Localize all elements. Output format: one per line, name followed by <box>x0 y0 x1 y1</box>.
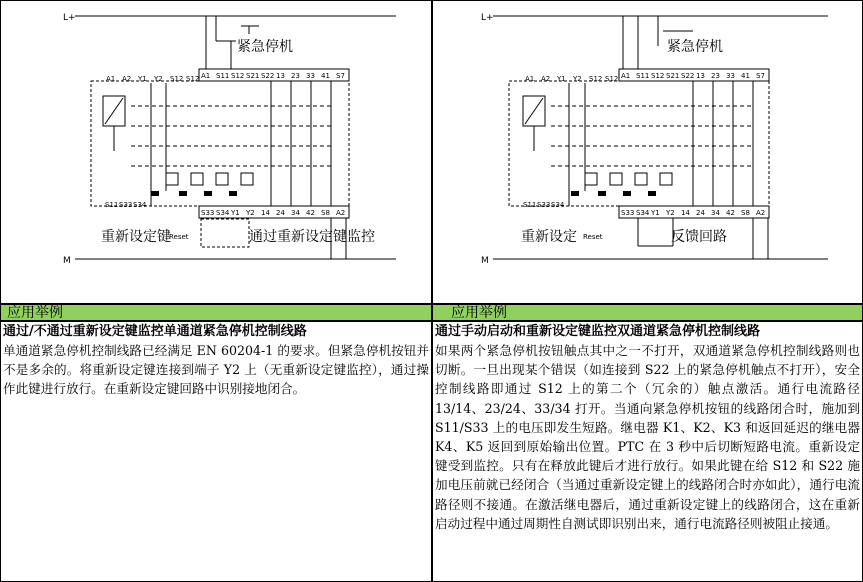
left-diagram-cell <box>0 0 432 304</box>
right-mid-terminals-label: S12 <box>605 75 619 83</box>
left-rail-top-label: L+ <box>63 13 76 23</box>
left-mid-terminals-label: A1 <box>106 75 116 83</box>
left-mid-terminals-label: Y1 <box>138 75 147 83</box>
left-bottom-terminals-label: 24 <box>276 209 285 217</box>
right-bottom-terminals-label: 24 <box>696 209 705 217</box>
right-mid-terminals-label: S12 <box>589 75 603 83</box>
right-low-terminals-label: S11 <box>523 201 537 209</box>
right-top-terminals-label: 13 <box>696 72 705 80</box>
right-bottom-terminals-label: Y1 <box>651 209 660 217</box>
right-bottom-terminals-label: S8 <box>741 209 750 217</box>
left-rail-bottom-label: M <box>63 256 71 266</box>
right-top-terminals-label: S21 <box>666 72 680 80</box>
left-top-terminals-label: 33 <box>306 72 315 80</box>
right-top-terminals-label: S12 <box>651 72 665 80</box>
right-top-terminals-label: S7 <box>756 72 765 80</box>
right-mid-terminals-label: A2 <box>541 75 551 83</box>
right-rail-bottom-label: M <box>481 256 489 266</box>
left-bottom-terminals-label: S34 <box>216 209 230 217</box>
left-monitor-label: 通过重新设定键监控 <box>249 229 375 245</box>
right-low-terminals-label: S33 <box>537 201 551 209</box>
left-example-paragraph: 单通道紧急停机控制线路已经满足 EN 60204-1 的要求。但紧急停机按钮并不是多余的。将重新设定键连接到端子 Y2 上（无重新设定键监控），通过操作此键进行放行。在重新设定键回路中识别接地闭合。 <box>3 343 429 397</box>
left-low-terminals-label: S11 <box>105 201 119 209</box>
right-bottom-terminals-label: S33 <box>621 209 635 217</box>
right-low-terminals-label: S34 <box>551 201 565 209</box>
left-section-header: 应用举例 <box>0 304 432 321</box>
left-reset-label: 重新设定键 <box>101 229 171 245</box>
left-top-terminals-label: A1 <box>201 72 211 80</box>
left-top-terminals-label: S21 <box>246 72 260 80</box>
left-bottom-terminals-label: 42 <box>306 209 315 217</box>
left-estop-label: 紧急停机 <box>237 39 293 55</box>
right-top-terminals-label: S11 <box>636 72 650 80</box>
left-top-terminals-label: S7 <box>336 72 345 80</box>
left-reset-small-label: Reset <box>169 233 189 241</box>
left-bottom-terminals-label: S8 <box>321 209 330 217</box>
left-top-terminals-label: S12 <box>231 72 245 80</box>
right-top-terminals-label: 23 <box>711 72 720 80</box>
left-top-terminal-strip <box>199 69 349 81</box>
right-body-cell <box>432 321 863 582</box>
right-diagram-cell <box>432 0 863 304</box>
right-top-terminals-label: A1 <box>621 72 631 80</box>
right-bottom-terminals-label: S34 <box>636 209 650 217</box>
right-bottom-terminals-label: 34 <box>711 209 720 217</box>
left-low-terminals-label: S33 <box>119 201 133 209</box>
left-body-cell <box>0 321 432 582</box>
left-top-terminals-label: 23 <box>291 72 300 80</box>
left-bottom-terminals-label: 34 <box>291 209 300 217</box>
right-example-title: 通过手动启动和重新设定键监控双通道紧急停机控制线路 <box>435 324 761 339</box>
left-bottom-terminals-label: 14 <box>261 209 270 217</box>
right-bottom-terminals-label: Y2 <box>666 209 675 217</box>
right-estop-label: 紧急停机 <box>667 39 723 55</box>
left-bottom-terminals-label: Y2 <box>246 209 255 217</box>
left-top-terminals-label: 41 <box>321 72 330 80</box>
right-top-terminal-strip <box>619 69 769 81</box>
left-mid-terminals-label: S12 <box>186 75 200 83</box>
right-bottom-terminals-label: 42 <box>726 209 735 217</box>
right-reset-label: 重新设定 <box>521 229 577 245</box>
right-wiring-diagram <box>433 1 862 303</box>
right-reset-small-label: Reset <box>583 233 603 241</box>
right-mid-terminals-label: Y2 <box>573 75 582 83</box>
left-wiring-diagram <box>1 1 431 303</box>
right-mid-terminals-label: Y1 <box>557 75 566 83</box>
right-mid-terminals-label: A1 <box>525 75 535 83</box>
right-bottom-terminals-label: 14 <box>681 209 690 217</box>
left-bottom-terminals-label: Y1 <box>231 209 240 217</box>
right-feedback-label: 反馈回路 <box>671 229 727 245</box>
left-mid-terminals-label: A2 <box>122 75 132 83</box>
right-section-header: 应用举例 <box>432 304 863 321</box>
left-mid-terminals-label: Y2 <box>154 75 163 83</box>
right-top-terminals-label: S22 <box>681 72 695 80</box>
right-top-terminals-label: 33 <box>726 72 735 80</box>
left-example-title: 通过/不通过重新设定键监控单通道紧急停机控制线路 <box>3 324 307 339</box>
left-bottom-terminals-label: S33 <box>201 209 215 217</box>
left-top-terminals-label: 13 <box>276 72 285 80</box>
left-top-terminals-label: S22 <box>261 72 275 80</box>
left-low-terminals-label: S34 <box>133 201 147 209</box>
left-top-terminals-label: S11 <box>216 72 230 80</box>
right-bottom-terminals-label: A2 <box>756 209 766 217</box>
right-example-paragraph: 如果两个紧急停机按钮触点其中之一不打开，双通道紧急停机控制线路则也切断。一旦出现某个错误（如连接到 S22 上的紧急停机触点不打开），安全控制线路即通过 S12 上的第二个（冗余的）触点激活。通行电流路径 13/14、23/24、33/34 打开。当通向紧急停机按钮的线路闭合时，施加到 S11/S33 上的电压即发生短路。继电器 K1、K2、K3 和返回延迟的继电器 K4、K5 返回到原始输出位置。PTC 在 3 秒中后切断短路电流。重新设定键受到监控。只有在释放此键后才进行放行。如果此键在给 S12 和 S22 施加电压前就已经闭合（当通过重新设定键上的线路闭合时亦如此），通行电流路径则不接通。在激活继电器后，通过重新设定键上的线路闭合，这在重新启动过程中通过周期性自测试即识别出来，通行电流路径则被阻止接通。 <box>435 343 860 531</box>
right-top-terminals-label: 41 <box>741 72 750 80</box>
left-bottom-terminals-label: A2 <box>336 209 346 217</box>
right-rail-top-label: L+ <box>481 13 494 23</box>
left-mid-terminals-label: S12 <box>170 75 184 83</box>
